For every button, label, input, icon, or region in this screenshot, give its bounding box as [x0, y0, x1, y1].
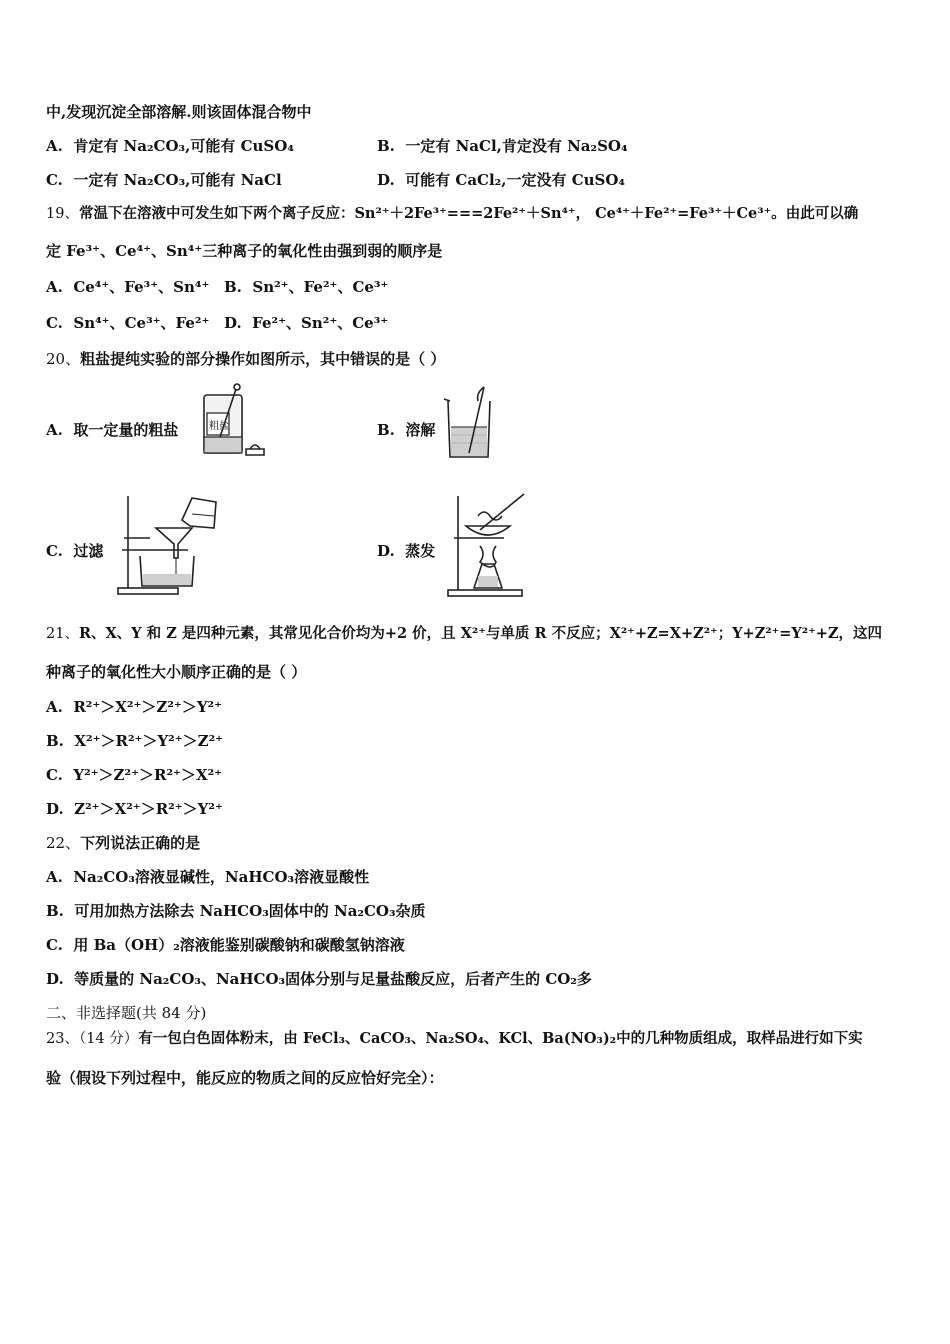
q22-option-d[interactable]: D. 等质量的 Na₂CO₃、NaHCO₃固体分别与足量盐酸反应，后者产生的 CO₂多 — [46, 970, 592, 988]
q20-option-c[interactable]: C. 过滤 — [46, 542, 104, 560]
filtration-setup-figure — [116, 492, 222, 596]
q19-stem-line2: 定 Fe³⁺、Ce⁴⁺、Sn⁴⁺三种离子的氧化性由强到弱的顺序是 — [46, 242, 443, 260]
q18-option-b[interactable]: B. 一定有 NaCl,肯定没有 Na₂SO₄ — [377, 137, 628, 155]
q22-stem: 22、下列说法正确的是 — [46, 834, 201, 852]
q23-stem-line2: 验（假设下列过程中，能反应的物质之间的反应恰好完全）： — [46, 1069, 444, 1087]
q20-option-b[interactable]: B. 溶解 — [377, 421, 436, 439]
q18-option-d[interactable]: D. 可能有 CaCl₂,一定没有 CuSO₄ — [377, 171, 626, 189]
q21-option-d[interactable]: D. Z²⁺＞X²⁺＞R²⁺＞Y²⁺ — [46, 800, 223, 818]
q21-option-c[interactable]: C. Y²⁺＞Z²⁺＞R²⁺＞X²⁺ — [46, 766, 223, 784]
q22-option-a[interactable]: A. Na₂CO₃溶液显碱性，NaHCO₃溶液显酸性 — [46, 868, 370, 886]
q22-option-c[interactable]: C. 用 Ba（OH）₂溶液能鉴别碳酸钠和碳酸氢钠溶液 — [46, 936, 405, 954]
q20-option-d[interactable]: D. 蒸发 — [377, 542, 436, 560]
q18-option-c[interactable]: C. 一定有 Na₂CO₃,可能有 NaCl — [46, 171, 282, 189]
q21-option-b[interactable]: B. X²⁺＞R²⁺＞Y²⁺＞Z²⁺ — [46, 732, 224, 750]
q19-stem-line1: 19、常温下在溶液中可发生如下两个离子反应：Sn²⁺＋2Fe³⁺===2Fe²⁺＋Sn⁴⁺， Ce⁴⁺＋Fe²⁺=Fe³⁺＋Ce³⁺。由此可以确 — [46, 205, 859, 222]
jar-label: 粗盐 — [209, 421, 229, 432]
q21-option-a[interactable]: A. R²⁺＞X²⁺＞Z²⁺＞Y²⁺ — [46, 698, 223, 716]
q19-option-a[interactable]: A. Ce⁴⁺、Fe³⁺、Sn⁴⁺ — [46, 278, 210, 296]
crude-salt-jar-figure — [198, 383, 272, 459]
q19-option-b[interactable]: B. Sn²⁺、Fe²⁺、Ce³⁺ — [224, 278, 389, 296]
q19-option-c[interactable]: C. Sn⁴⁺、Ce³⁺、Fe²⁺ — [46, 314, 210, 332]
q18-option-a[interactable]: A. 肯定有 Na₂CO₃,可能有 CuSO₄ — [46, 137, 294, 155]
q23-stem-line1: 23、（14 分）有一包白色固体粉末，由 FeCl₃、CaCO₃、Na₂SO₄、KCl、Ba(NO₃)₂中的几种物质组成，取样品进行如下实 — [46, 1030, 863, 1047]
q18-stem-tail: 中,发现沉淀全部溶解.则该固体混合物中 — [46, 103, 312, 121]
q22-option-b[interactable]: B. 可用加热方法除去 NaHCO₃固体中的 Na₂CO₃杂质 — [46, 902, 426, 920]
dissolve-beaker-figure — [442, 383, 496, 463]
q19-option-d[interactable]: D. Fe²⁺、Sn²⁺、Ce³⁺ — [224, 314, 389, 332]
section-2-heading: 二、非选择题(共 84 分) — [46, 1004, 207, 1022]
q21-stem-line2: 种离子的氧化性大小顺序正确的是（ ） — [46, 663, 307, 681]
q20-option-a[interactable]: A. 取一定量的粗盐 — [46, 421, 179, 439]
evaporation-setup-figure — [444, 490, 530, 598]
q21-stem-line1: 21、R、X、Y 和 Z 是四种元素，其常见化合价均为+2 价，且 X²⁺与单质 R 不反应；X²⁺+Z=X+Z²⁺；Y+Z²⁺=Y²⁺+Z，这四 — [46, 625, 883, 642]
q20-stem: 20、粗盐提纯实验的部分操作如图所示，其中错误的是（ ） — [46, 350, 446, 368]
